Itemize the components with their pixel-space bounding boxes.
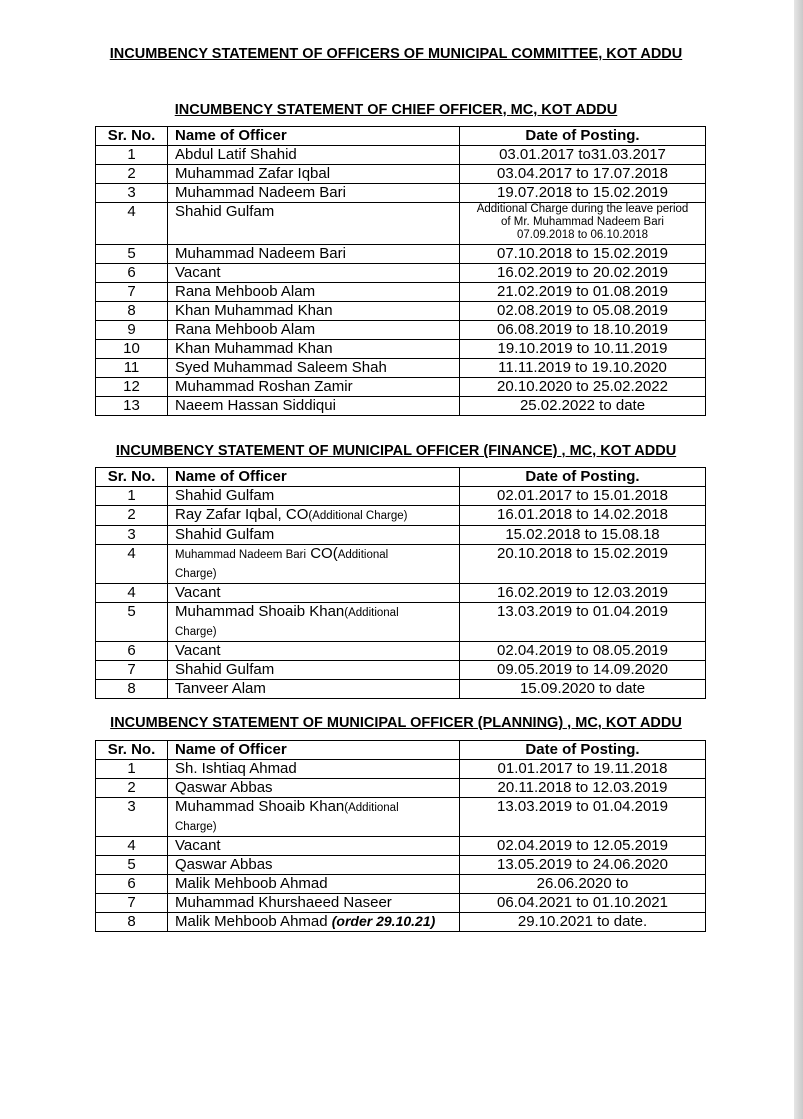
date-cell: 26.06.2020 to xyxy=(460,875,706,894)
date-cell: 15.02.2018 to 15.08.18 xyxy=(460,526,706,545)
name-cell xyxy=(168,798,460,837)
sr-no-header: Sr. No. xyxy=(96,741,168,760)
name-cell: Vacant xyxy=(168,584,460,603)
date-header: Date of Posting. xyxy=(460,741,706,760)
date-cell: 13.05.2019 to 24.06.2020 xyxy=(460,856,706,875)
table-row xyxy=(96,264,706,283)
sr-cell: 8 xyxy=(96,680,168,699)
table-header-row xyxy=(96,741,706,760)
name-cell: Rana Mehboob Alam xyxy=(168,321,460,340)
sr-cell: 2 xyxy=(96,779,168,798)
sr-cell: 1 xyxy=(96,760,168,779)
table-header-row xyxy=(96,127,706,146)
sr-cell: 2 xyxy=(96,165,168,184)
date-cell: 13.03.2019 to 01.04.2019 xyxy=(460,603,706,642)
date-cell xyxy=(460,203,706,245)
order-note: (order 29.10.21) xyxy=(331,913,436,929)
table-row xyxy=(96,203,706,245)
sr-cell: 4 xyxy=(96,203,168,245)
sr-cell: 7 xyxy=(96,661,168,680)
date-cell: 16.02.2019 to 12.03.2019 xyxy=(460,584,706,603)
chief-officer-section-title: INCUMBENCY STATEMENT OF CHIEF OFFICER, MC, KOT ADDU xyxy=(174,102,618,118)
sr-cell: 3 xyxy=(96,184,168,203)
date-note-line: of Mr. Muhammad Nadeem Bari xyxy=(501,216,664,228)
date-note-line: 07.09.2018 to 06.10.2018 xyxy=(516,229,649,241)
finance-officer-section-title: INCUMBENCY STATEMENT OF MUNICIPAL OFFICER (FINANCE) , MC, KOT ADDU xyxy=(115,443,677,459)
name-cell: Muhammad Khurshaeed Naseer xyxy=(168,894,460,913)
name-cell: Muhammad Roshan Zamir xyxy=(168,378,460,397)
name-header: Name of Officer xyxy=(168,741,460,760)
sr-cell: 10 xyxy=(96,340,168,359)
date-note-line: Additional Charge during the leave period xyxy=(476,203,689,215)
name-cell xyxy=(168,545,460,584)
name-suffix: CO( xyxy=(306,545,338,562)
table-row xyxy=(96,894,706,913)
date-cell: 20.11.2018 to 12.03.2019 xyxy=(460,779,706,798)
table-row xyxy=(96,146,706,165)
date-cell: 09.05.2019 to 14.09.2020 xyxy=(460,661,706,680)
name-cell: Vacant xyxy=(168,264,460,283)
table-row xyxy=(96,245,706,264)
name-cell: Sh. Ishtiaq Ahmad xyxy=(168,760,460,779)
name-cell xyxy=(168,913,460,932)
name-text: Ray Zafar Iqbal, CO xyxy=(175,506,309,523)
name-cell: Abdul Latif Shahid xyxy=(168,146,460,165)
name-cell: Syed Muhammad Saleem Shah xyxy=(168,359,460,378)
date-cell: 11.11.2019 to 19.10.2020 xyxy=(460,359,706,378)
name-header: Name of Officer xyxy=(168,468,460,487)
name-cell: Qaswar Abbas xyxy=(168,856,460,875)
sr-cell: 8 xyxy=(96,913,168,932)
date-cell: 20.10.2018 to 15.02.2019 xyxy=(460,545,706,584)
date-cell: 29.10.2021 to date. xyxy=(460,913,706,932)
sr-cell: 5 xyxy=(96,856,168,875)
date-cell: 21.02.2019 to 01.08.2019 xyxy=(460,283,706,302)
sr-cell: 4 xyxy=(96,545,168,584)
date-cell: 13.03.2019 to 01.04.2019 xyxy=(460,798,706,837)
sr-cell: 4 xyxy=(96,584,168,603)
date-cell: 06.08.2019 to 18.10.2019 xyxy=(460,321,706,340)
name-cell xyxy=(168,506,460,526)
planning-officer-table xyxy=(95,740,706,932)
name-cell: Khan Muhammad Khan xyxy=(168,302,460,321)
name-cell: Vacant xyxy=(168,837,460,856)
name-cell: Qaswar Abbas xyxy=(168,779,460,798)
table-row xyxy=(96,340,706,359)
table-row xyxy=(96,798,706,837)
date-cell: 01.01.2017 to 19.11.2018 xyxy=(460,760,706,779)
date-cell: 06.04.2021 to 01.10.2021 xyxy=(460,894,706,913)
date-cell: 03.01.2017 to31.03.2017 xyxy=(460,146,706,165)
date-cell: 19.10.2019 to 10.11.2019 xyxy=(460,340,706,359)
date-cell: 07.10.2018 to 15.02.2019 xyxy=(460,245,706,264)
date-cell: 15.09.2020 to date xyxy=(460,680,706,699)
table-row xyxy=(96,378,706,397)
name-cell: Khan Muhammad Khan xyxy=(168,340,460,359)
name-note: Additional xyxy=(337,549,389,561)
sr-cell: 8 xyxy=(96,302,168,321)
name-cell: Shahid Gulfam xyxy=(168,526,460,545)
name-text: Muhammad Nadeem Bari xyxy=(175,549,307,561)
name-cell: Malik Mehboob Ahmad xyxy=(168,875,460,894)
sr-cell: 9 xyxy=(96,321,168,340)
name-note: (Additional xyxy=(344,802,399,814)
name-cell: Shahid Gulfam xyxy=(168,661,460,680)
name-text: Malik Mehboob Ahmad xyxy=(175,913,328,930)
name-cell: Muhammad Zafar Iqbal xyxy=(168,165,460,184)
name-cell: Muhammad Nadeem Bari xyxy=(168,245,460,264)
chief-officer-table xyxy=(95,126,706,416)
sr-cell: 6 xyxy=(96,875,168,894)
sr-cell: 5 xyxy=(96,603,168,642)
date-header: Date of Posting. xyxy=(460,127,706,146)
name-note: Charge) xyxy=(175,626,217,638)
sr-cell: 6 xyxy=(96,642,168,661)
table-row xyxy=(96,856,706,875)
page-edge xyxy=(794,0,803,1119)
table-row xyxy=(96,779,706,798)
name-note: Charge) xyxy=(175,821,217,833)
table-header-row xyxy=(96,468,706,487)
name-cell: Shahid Gulfam xyxy=(168,203,460,245)
sr-cell: 12 xyxy=(96,378,168,397)
date-cell: 20.10.2020 to 25.02.2022 xyxy=(460,378,706,397)
sr-no-header: Sr. No. xyxy=(96,468,168,487)
sr-cell: 7 xyxy=(96,283,168,302)
sr-cell: 1 xyxy=(96,146,168,165)
sr-cell: 3 xyxy=(96,798,168,837)
date-cell: 02.08.2019 to 05.08.2019 xyxy=(460,302,706,321)
finance-officer-table xyxy=(95,467,706,699)
table-row xyxy=(96,506,706,526)
name-cell: Tanveer Alam xyxy=(168,680,460,699)
table-row xyxy=(96,661,706,680)
document-title: INCUMBENCY STATEMENT OF OFFICERS OF MUNICIPAL COMMITTEE, KOT ADDU xyxy=(109,46,683,62)
sr-no-header: Sr. No. xyxy=(96,127,168,146)
name-cell: Muhammad Nadeem Bari xyxy=(168,184,460,203)
name-note: (Additional Charge) xyxy=(308,510,408,522)
name-text: Muhammad Shoaib Khan xyxy=(175,603,345,620)
table-row xyxy=(96,487,706,506)
date-cell: 19.07.2018 to 15.02.2019 xyxy=(460,184,706,203)
table-row xyxy=(96,584,706,603)
table-row xyxy=(96,302,706,321)
table-row xyxy=(96,321,706,340)
table-row xyxy=(96,875,706,894)
sr-cell: 3 xyxy=(96,526,168,545)
name-note: (Additional xyxy=(344,607,399,619)
name-text: Muhammad Shoaib Khan xyxy=(175,798,345,815)
name-cell xyxy=(168,603,460,642)
sr-cell: 4 xyxy=(96,837,168,856)
date-cell: 02.01.2017 to 15.01.2018 xyxy=(460,487,706,506)
sr-cell: 2 xyxy=(96,506,168,526)
table-row xyxy=(96,184,706,203)
table-row xyxy=(96,603,706,642)
sr-cell: 11 xyxy=(96,359,168,378)
sr-cell: 7 xyxy=(96,894,168,913)
date-cell: 02.04.2019 to 08.05.2019 xyxy=(460,642,706,661)
date-cell: 25.02.2022 to date xyxy=(460,397,706,416)
planning-officer-section-title: INCUMBENCY STATEMENT OF MUNICIPAL OFFICER (PLANNING) , MC, KOT ADDU xyxy=(110,715,682,731)
name-header: Name of Officer xyxy=(168,127,460,146)
sr-cell: 1 xyxy=(96,487,168,506)
table-row xyxy=(96,837,706,856)
sr-cell: 5 xyxy=(96,245,168,264)
date-cell: 03.04.2017 to 17.07.2018 xyxy=(460,165,706,184)
sr-cell: 13 xyxy=(96,397,168,416)
name-cell: Rana Mehboob Alam xyxy=(168,283,460,302)
table-row xyxy=(96,545,706,584)
table-row xyxy=(96,680,706,699)
table-row xyxy=(96,760,706,779)
name-cell: Naeem Hassan Siddiqui xyxy=(168,397,460,416)
sr-cell: 6 xyxy=(96,264,168,283)
table-row xyxy=(96,283,706,302)
name-cell: Vacant xyxy=(168,642,460,661)
date-cell: 16.02.2019 to 20.02.2019 xyxy=(460,264,706,283)
table-row xyxy=(96,642,706,661)
name-note: Charge) xyxy=(175,568,217,580)
table-row xyxy=(96,359,706,378)
date-cell: 16.01.2018 to 14.02.2018 xyxy=(460,506,706,526)
name-cell: Shahid Gulfam xyxy=(168,487,460,506)
table-row xyxy=(96,526,706,545)
date-header: Date of Posting. xyxy=(460,468,706,487)
table-row xyxy=(96,165,706,184)
date-cell: 02.04.2019 to 12.05.2019 xyxy=(460,837,706,856)
table-row xyxy=(96,913,706,932)
table-row xyxy=(96,397,706,416)
